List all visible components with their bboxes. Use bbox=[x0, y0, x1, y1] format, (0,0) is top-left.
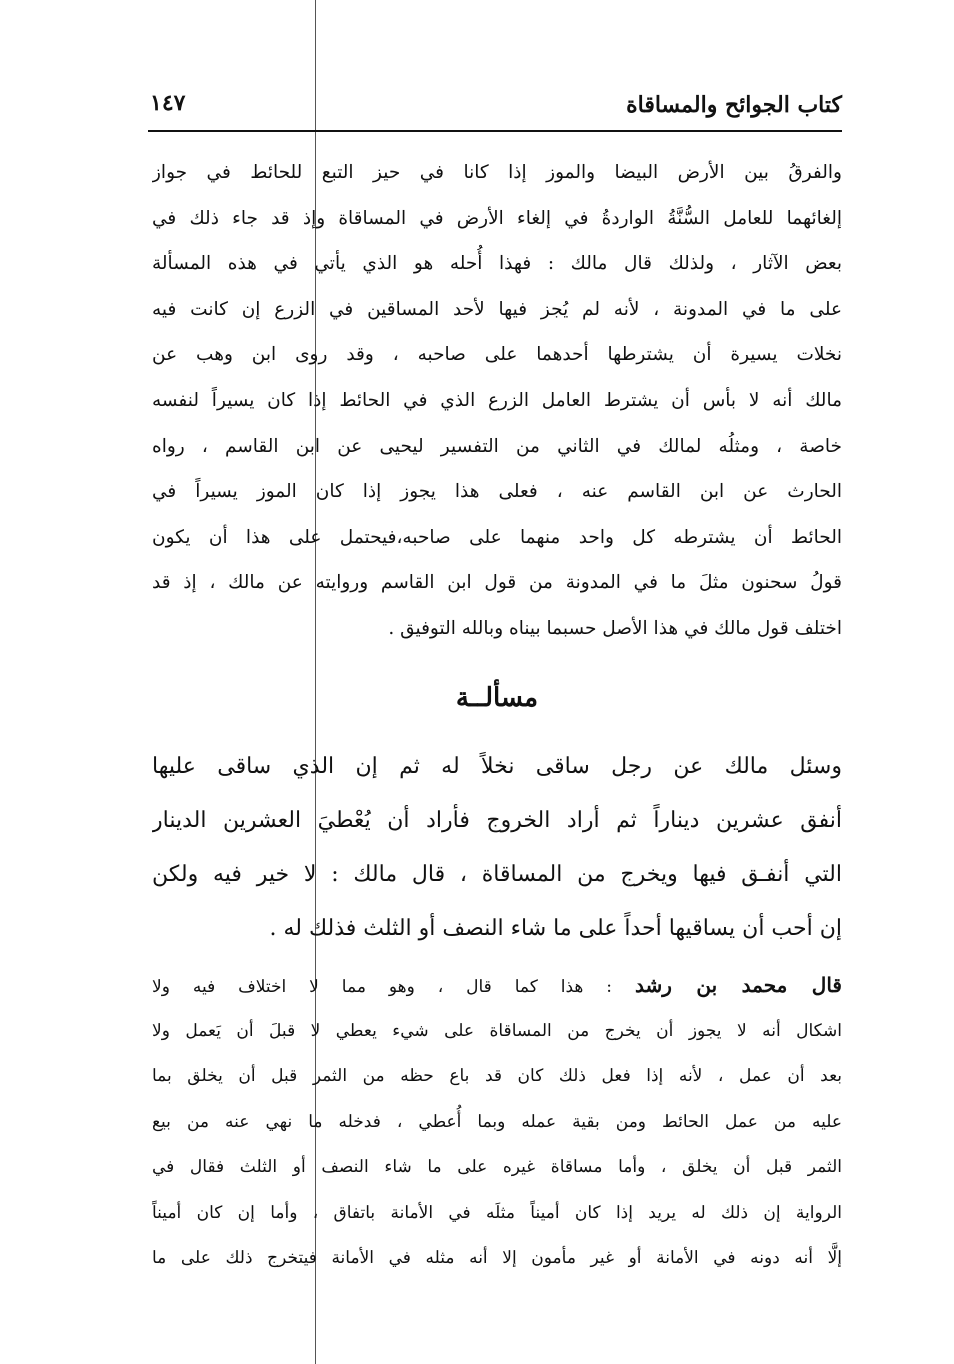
text-line: بعض الآثار ، ولذلك قال مالك : فهذا أُحله هو الذي يأتي في هذه المسألة bbox=[152, 253, 842, 275]
running-header bbox=[150, 88, 842, 128]
text-line: إلغائهما للعامل السُّنَّةُ الواردةُ في إلغاء الأرض في المساقاة وإذ قد جاء ذلك في bbox=[152, 207, 842, 229]
paragraph-1 bbox=[152, 150, 842, 652]
paragraph-2 bbox=[152, 740, 842, 956]
text-line: إلَّا أنه دونه في الأمانة أو غير مأمون إلا أنه مثله في الأمانة فيتخرج ذلك على ما bbox=[152, 1248, 842, 1268]
text-line: خاصة ، ومثلُه لمالك في الثاني من التفسير ليحيى عن ابن القاسم ، رواه bbox=[152, 435, 842, 457]
commentary-attribution: قال محمد بن رشد bbox=[634, 973, 842, 997]
text-line: أنفق عشرين ديناراً ثم أراد الخروج فأراد أن يُعْطيَ العشرين الدينار bbox=[152, 808, 842, 833]
book-title: كتاب الجوائح والمساقاة bbox=[626, 92, 842, 118]
paragraph-3 bbox=[152, 963, 842, 1282]
text-line: مالك أنه لا بأس أن يشترط العامل الزرع الذي في الحائط إذا كان يسيراً لنفسه bbox=[152, 389, 842, 411]
text-line: وسئل مالك عن رجل ساقى نخلاً له ثم إن الذي ساقى عليها bbox=[152, 754, 842, 779]
text-line: على ما في المدونة ، لأنه لم يُجز فيها لأحد المساقين في الزرع إن كانت فيه bbox=[152, 298, 842, 320]
section-heading: مسألــة bbox=[455, 683, 539, 713]
text-line: الرواية إن ذلك له يريد إذا كان أميناً مثلَه في الأمانة باتفاق ، وأما إن كان أميناً bbox=[152, 1202, 842, 1223]
text-line: نخلات يسيرة أن يشترطها أحدهما على صاحبه ، وقد روى ابن وهب عن bbox=[152, 344, 842, 366]
page-number: ١٤٧ bbox=[150, 90, 186, 116]
text-line: اختلف قول مالك في هذا الأصل حسبما بيناه وبالله التوفيق . bbox=[388, 617, 842, 639]
text-line: الحائط أن يشترطه كل واحد منهما على صاحبه،فيحتمل على هذا أن يكون bbox=[152, 526, 842, 548]
text-line: الثمر قبل أن يخلق ، وأما مساقاة غيره على ما شاء النصف أو الثلث فقال في bbox=[152, 1157, 842, 1177]
text-line: بعد أن عمل ، لأنه إذا فعل ذلك كان قد باع حظه من الثمر قبل أن يخلق بما bbox=[152, 1066, 842, 1086]
text-line: عليه من عمل الحائط ومن بقية عمله وبما أُعطي ، فدخله ما نهي عنه من بيع bbox=[152, 1111, 842, 1132]
text-line: قولُ سحنون مثلَ ما في المدونة من قول ابن القاسم وروايته عن مالك ، إذ قد bbox=[152, 572, 842, 594]
text-line: التي أنفـق فيها ويخرج من المساقاة ، قال مالك : لا خير فيه ولكن bbox=[152, 862, 842, 887]
first-line-text: : هذا كما قال ، وهو مما لا اختلاف فيه ولا bbox=[152, 977, 635, 997]
text-line: اشكال أنه لا يجوز أن يخرج من المساقاة على شيء يعطي لا قبلَ أن يَعمل ولا bbox=[152, 1020, 842, 1041]
header-divider bbox=[148, 130, 842, 132]
text-line: إن أحب أن يساقيها أحداً على ما شاء النصف أو الثلث فذلك له . bbox=[269, 916, 842, 941]
text-line-first bbox=[152, 963, 842, 1009]
text-line: والفرقُ بين الأرض البيضا والموز إذا كانا في حيز التبع للحائط في جواز bbox=[152, 162, 842, 183]
text-line: الحارث عن ابن القاسم عنه ، فعلى هذا يجوز إذا كان الموز يسيراً في bbox=[152, 481, 842, 503]
